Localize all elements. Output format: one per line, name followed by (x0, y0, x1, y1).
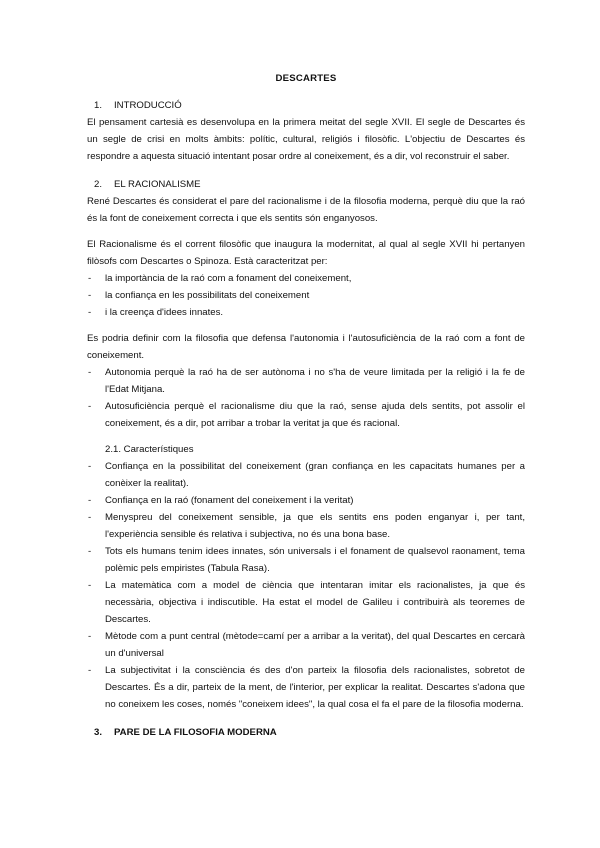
autonomy-list (87, 364, 525, 432)
list-item: - La subjectivitat i la consciència és des d'on parteix la filosofia dels racionalistes, sobretot de Descartes. És a dir, parteix de la ment, de l'interior, per explicar la realitat. Descartes s'adona que no coneixem les coses, només "coneixem idees", la qual cosa el fa el pare de la filosofia moderna. (87, 662, 525, 713)
section-3-title: PARE DE LA FILOSOFIA MODERNA (114, 727, 277, 738)
section-2-title: EL RACIONALISME (114, 179, 201, 190)
list-item: - La matemàtica com a model de ciència que intentaran imitar els racionalistes, ja que és necessària, objectiva i indiscutible. Ha estat el model de Galileu i contribuirà als teoremes de Descartes. (87, 577, 525, 628)
section-2-paragraph-1: René Descartes és considerat el pare del racionalisme i de la filosofia moderna, perquè diu que la raó és la font de coneixement correcta i que els sentits són enganyosos. (87, 196, 525, 224)
list-item: - Mètode com a punt central (mètode=camí per a arribar a la veritat), del qual Descartes en cercarà un d'universal (87, 628, 525, 662)
list-item: - i la creença d'idees innates. (87, 304, 525, 321)
section-2-number: 2. (94, 179, 103, 190)
document-body (87, 70, 525, 741)
section-3-heading (87, 724, 525, 741)
list-item: - Menyspreu del coneixement sensible, ja que els sentits ens poden enganyar i, per tant, l'experiència sensible és relativa i subjectiva, no és una bona base. (87, 509, 525, 543)
list-item: - la confiança en les possibilitats del coneixement (87, 287, 525, 304)
section-1-title: INTRODUCCIÓ (114, 100, 182, 111)
subsection-2-1-list (87, 458, 525, 713)
list-item: - Confiança en la possibilitat del coneixement (gran confiança en les capacitats humanes per a conèixer la realitat). (87, 458, 525, 492)
list-item: - la importància de la raó com a fonament del coneixement, (87, 270, 525, 287)
section-2-heading (87, 176, 525, 193)
list-item: - Confiança en la raó (fonament del coneixement i la veritat) (87, 492, 525, 509)
section-1-number: 1. (94, 100, 103, 111)
section-1-heading (87, 97, 525, 114)
section-3-number: 3. (94, 727, 103, 738)
section-2-paragraph-2: El Racionalisme és el corrent filosòfic que inaugura la modernitat, al qual al segle XVII hi pertanyen filòsofs com Descartes o Spinoza. Està caracteritzat per: (87, 239, 525, 267)
document-title: DESCARTES (275, 73, 337, 84)
list-item: - Autonomia perquè la raó ha de ser autònoma i no s'ha de veure limitada per la religió i la fe de l'Edat Mitjana. (87, 364, 525, 398)
section-2-paragraph-3: Es podria definir com la filosofia que defensa l'autonomia i l'autosuficiència de la raó com a font de coneixement. (87, 333, 525, 361)
subsection-2-1-heading: 2.1. Característiques (105, 444, 194, 455)
characteristics-list (87, 270, 525, 321)
list-item: - Tots els humans tenim idees innates, són universals i el fonament de qualsevol raonament, tema polèmic pels empiristes (Tabula Rasa). (87, 543, 525, 577)
list-item: - Autosuficiència perquè el racionalisme diu que la raó, sense ajuda dels sentits, pot assolir el coneixement, és a dir, pot arribar a trobar la veritat ja que és racional. (87, 398, 525, 432)
section-1-paragraph: El pensament cartesià es desenvolupa en la primera meitat del segle XVII. El segle de Descartes és un segle de crisi en molts àmbits: polític, cultural, religiós i filosòfic. L'objectiu de Descartes és respondre a aquesta situació intentant posar ordre al coneixement, és a dir, vol reconstruir el saber. (87, 117, 525, 162)
